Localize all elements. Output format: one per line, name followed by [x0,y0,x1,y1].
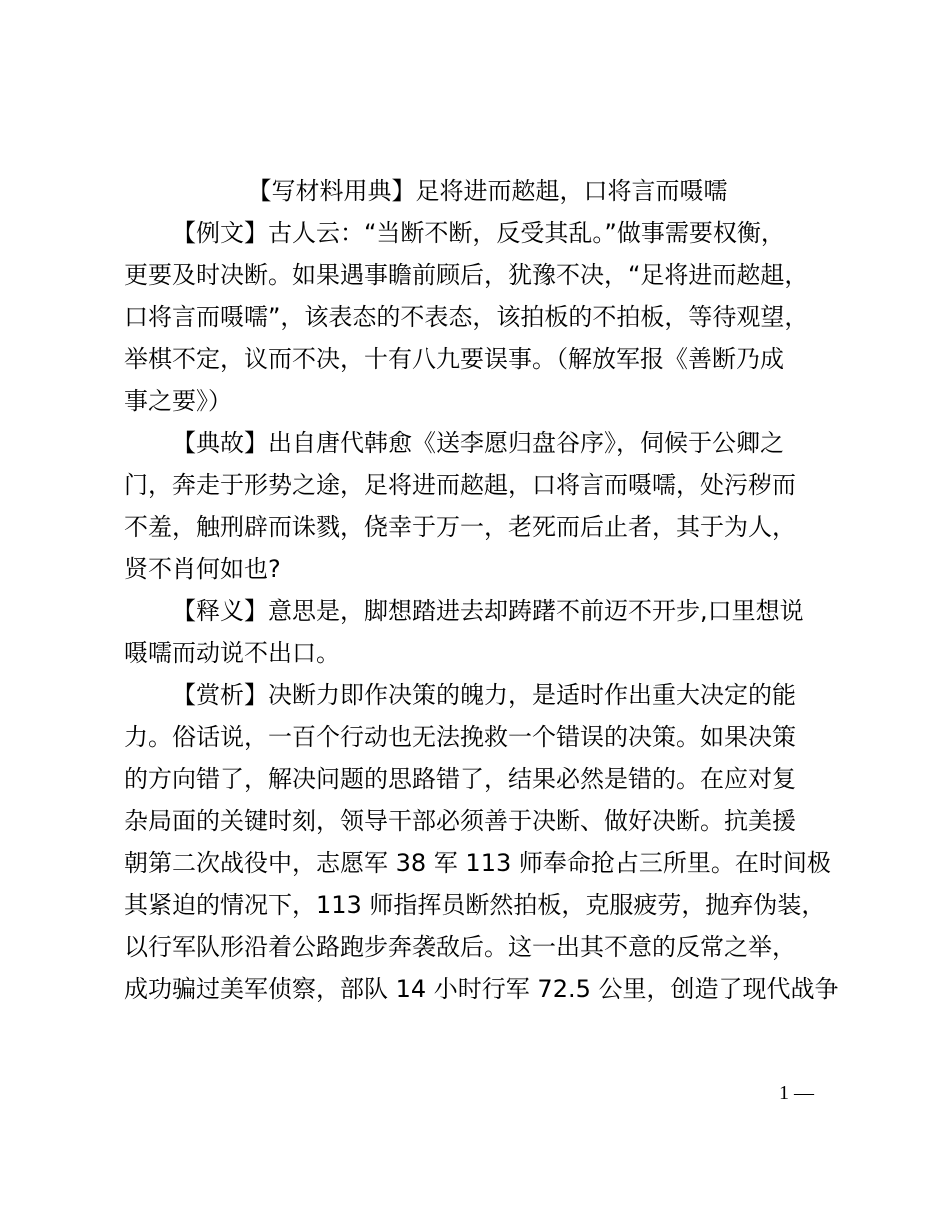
paragraph-analysis-line-3: 的方向错了，解决问题的思路错了，结果必然是错的。在应对复 [124,765,796,793]
paragraph-example-line-4: 举棋不定，议而不决，十有八九要误事。（解放军报《善断乃成 [124,345,784,373]
paragraph-example-line-3: 口将言而嗫嚅”，该表态的不表态，该拍板的不拍板，等待观望， [124,303,809,331]
paragraph-analysis-line-2: 力。俗话说，一百个行动也无法挽救一个错误的决策。如果决策 [124,723,796,751]
paragraph-analysis-line-4: 杂局面的关键时刻，领导干部必须善于决断、做好决断。抗美援 [124,807,796,835]
paragraph-example-line-5: 事之要》） [124,387,232,415]
paragraph-allusion-line-2: 门，奔走于形势之途，足将进而趑趄，口将言而嗫嚅，处污秽而 [124,471,796,499]
paragraph-example-line-1: 【例文】古人云：“当断不断，反受其乱。”做事需要权衡， [172,219,785,247]
paragraph-analysis-line-5: 朝第二次战役中，志愿军 38 军 113 师奉命抢占三所里。在时间极 [124,849,831,877]
document-title: 【写材料用典】足将进而趑趄，口将言而嗫嚅 [247,177,728,205]
article-body [124,170,851,1010]
paragraph-allusion-line-4: 贤不肖何如也? [124,555,281,583]
page-number: 1 — [779,1082,814,1104]
paragraph-example-line-2: 更要及时决断。如果遇事瞻前顾后，犹豫不决，“足将进而趑趄， [124,261,809,289]
paragraph-analysis-line-7: 以行军队形沿着公路跑步奔袭敌后。这一出其不意的反常之举， [124,933,796,961]
paragraph-analysis-line-1: 【赏析】决断力即作决策的魄力，是适时作出重大决定的能 [172,681,796,709]
paragraph-meaning-line-1: 【释义】意思是，脚想踏进去却踌躇不前迈不开步,口里想说 [172,597,804,625]
paragraph-allusion-line-1: 【典故】出自唐代韩愈《送李愿归盘谷序》，伺候于公卿之 [172,429,784,457]
paragraph-meaning-line-2: 嗫嚅而动说不出口。 [124,639,340,667]
paragraph-allusion-line-3: 不羞，触刑辟而诛戮，侥幸于万一，老死而后止者，其于为人， [124,513,796,541]
paragraph-analysis-line-8: 成功骗过美军侦察，部队 14 小时行军 72.5 公里，创造了现代战争 [124,975,839,1003]
paragraph-analysis-line-6: 其紧迫的情况下，113 师指挥员断然拍板，克服疲劳，抛弃伪装， [124,891,826,919]
